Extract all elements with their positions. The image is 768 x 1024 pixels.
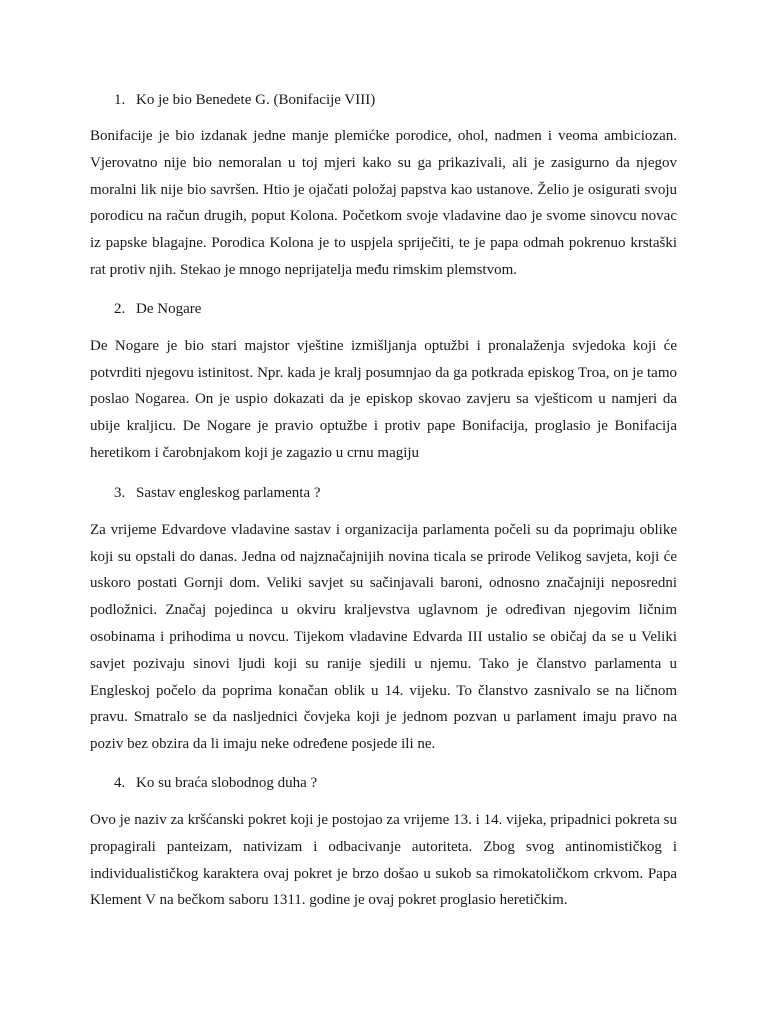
section-paragraph-4: Ovo je naziv za kršćanski pokret koji je postojao za vrijeme 13. i 14. vijeka, pripadnici pokreta su propagirali panteizam, nativizam i odbacivanje autoriteta. Zbog svog antinomističkog i individualističkog karaktera ovaj pokret je brzo došao u sukob sa rimokatoličkom crkvom. Papa Klement V na bečkom saboru 1311. godine je ovaj pokret proglasio heretičkim. <box>90 811 677 909</box>
section-heading-4 <box>90 771 677 795</box>
section-heading-3 <box>90 481 677 505</box>
section-paragraph-3: Za vrijeme Edvardove vladavine sastav i organizacija parlamenta počeli su da poprimaju oblike koji su opstali do danas. Jedna od najznačajnijih novina ticala se prirode Velikog savjeta, koji će uskoro postati Gornji dom. Veliki savjet su sačinjavali baroni, odnosno značajniji neposredni podložnici. Značaj pojedinca u okviru kraljevstva uglavnom je određivan njegovim ličnim osobinama i prihodima u novcu. Tijekom vladavine Edvarda III ustalio se običaj da se u Veliki savjet pozivaju sinovi ljudi koji su ranije sjedili u njemu. Tako je članstvo parlamenta u Engleskoj počelo da poprima konačan oblik u 14. vijeku. To članstvo zasnivalo se na ličnom pravu. Smatralo se da nasljednici čovjeka koji je jednom pozvan u parlament imaju pravo na poziv bez obzira da li imaju neke određene posjede ili ne. <box>90 521 677 753</box>
section-paragraph-1: Bonifacije je bio izdanak jedne manje plemićke porodice, ohol, nadmen i veoma ambiciozan. Vjerovatno nije bio nemoralan u toj mjeri kako su ga prikazivali, ali je zasigurno da njegov moralni lik nije bio savršen. Htio je ojačati položaj papstva kao ustanove. Želio je osigurati svoju porodicu na račun drugih, poput Kolona. Početkom svoje vladavine dao je svome sinovcu novac iz papske blagajne. Porodica Kolona je to uspjela spriječiti, te je papa odmah pokrenuo krstaški rat protiv njih. Stekao je mnogo neprijatelja među rimskim plemstvom. <box>90 128 677 278</box>
section-number: 3. <box>114 484 126 501</box>
section-heading-2 <box>90 297 677 321</box>
section-title: De Nogare <box>136 300 202 317</box>
section-paragraph-2: De Nogare je bio stari majstor vještine izmišljanja optužbi i pronalaženja svjedoka koji će potvrditi njegovu istinitost. Npr. kada je kralj posumnjao da ga potkrada episkog Troa, on je tamo poslao Nogarea. On je uspio dokazati da je episkop skovao zavjeru sa vješticom u namjeri da ubije kraljicu. De Nogare je pravio optužbe i protiv pape Bonifacija, proglasio je Bonifacija heretikom i čarobnjakom koji je zagazio u crnu magiju <box>90 337 677 461</box>
section-number: 1. <box>114 92 126 108</box>
section-title: Ko je bio Benedete G. (Bonifacije VIII) <box>136 92 376 108</box>
section-title: Ko su braća slobodnog duha ? <box>136 774 318 791</box>
section-title: Sastav engleskog parlamenta ? <box>136 484 321 501</box>
document-page <box>90 88 677 928</box>
section-number: 2. <box>114 300 126 317</box>
section-heading-1 <box>90 88 677 112</box>
section-number: 4. <box>114 774 126 791</box>
